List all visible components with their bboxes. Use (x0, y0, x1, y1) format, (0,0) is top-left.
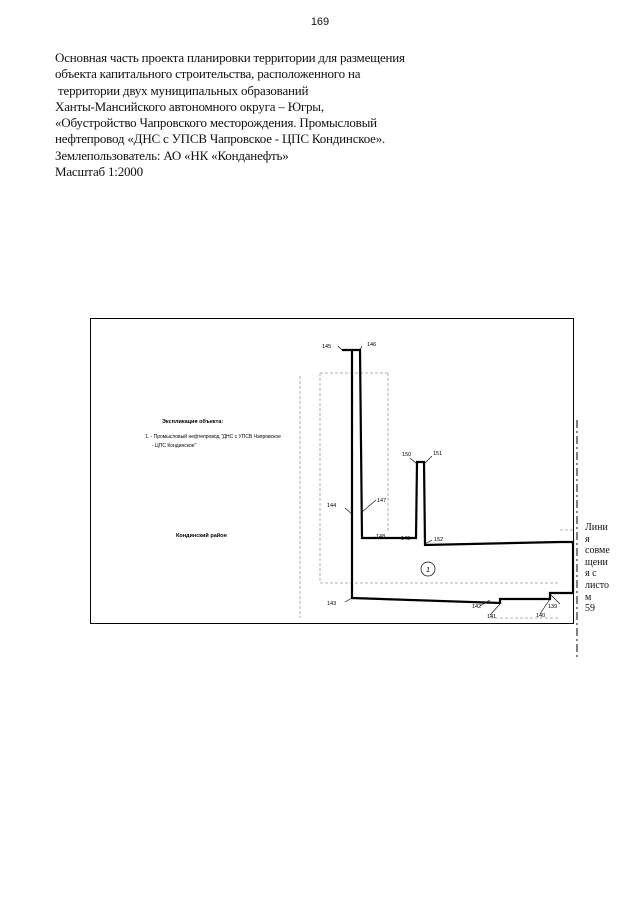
legend-item: 1. - Промысловый нефтепровод "ДНС с УПСВ Чапровское (145, 434, 281, 440)
point-label: 150 (402, 452, 412, 458)
matching-line (574, 420, 580, 660)
point-label: 149 (401, 536, 411, 542)
object-number: 1 (426, 567, 430, 574)
legend-title: Экспликация объекта: (162, 419, 224, 425)
note-line: я (585, 533, 590, 545)
point-label: 146 (367, 342, 377, 348)
heading-line: объекта капитального строительства, расположенного на (55, 66, 361, 82)
matching-line-note (585, 522, 611, 615)
page-number: 169 (310, 16, 330, 28)
note-line: 59 (585, 603, 595, 615)
point-label: 144 (327, 503, 337, 509)
heading-line: территории двух муниципальных образований (55, 82, 309, 98)
point-label: 141 (487, 614, 497, 620)
document-heading (55, 50, 415, 180)
dashed-boundary (320, 373, 560, 583)
note-line: листо (585, 579, 610, 591)
point-label: 139 (548, 604, 558, 610)
heading-line: Основная часть проекта планировки территории для размещения (55, 50, 405, 65)
plan-map (90, 318, 575, 631)
legend-item: - ЦПС Кондинское" (152, 443, 197, 449)
point-label: 143 (327, 601, 337, 607)
heading-line: «Обустройство Чапровского месторождения. Промысловый (55, 115, 377, 131)
note-line: м (585, 591, 592, 603)
map-frame (91, 319, 574, 624)
note-line: Лини (585, 522, 608, 533)
note-line: я с (585, 568, 597, 580)
point-label: 151 (433, 451, 443, 457)
point-label: 152 (434, 537, 444, 543)
allotment-boundary (342, 350, 573, 603)
point-label: 140 (536, 613, 546, 619)
heading-line: Ханты-Мансийского автономного округа – Югры, (55, 98, 324, 114)
district-label: Кондинский район (176, 533, 227, 539)
heading-line: Масштаб 1:2000 (55, 164, 143, 180)
point-label: 145 (322, 344, 332, 350)
point-label: 148 (376, 534, 386, 540)
note-line: совме (585, 545, 610, 557)
point-label: 142 (472, 604, 482, 610)
heading-line: Землепользователь: АО «НК «Конданефть» (55, 147, 289, 163)
heading-line: нефтепровод «ДНС с УПСВ Чапровское - ЦПС Кондинское». (55, 131, 386, 147)
note-line: щени (585, 556, 608, 568)
point-label: 147 (377, 498, 387, 504)
